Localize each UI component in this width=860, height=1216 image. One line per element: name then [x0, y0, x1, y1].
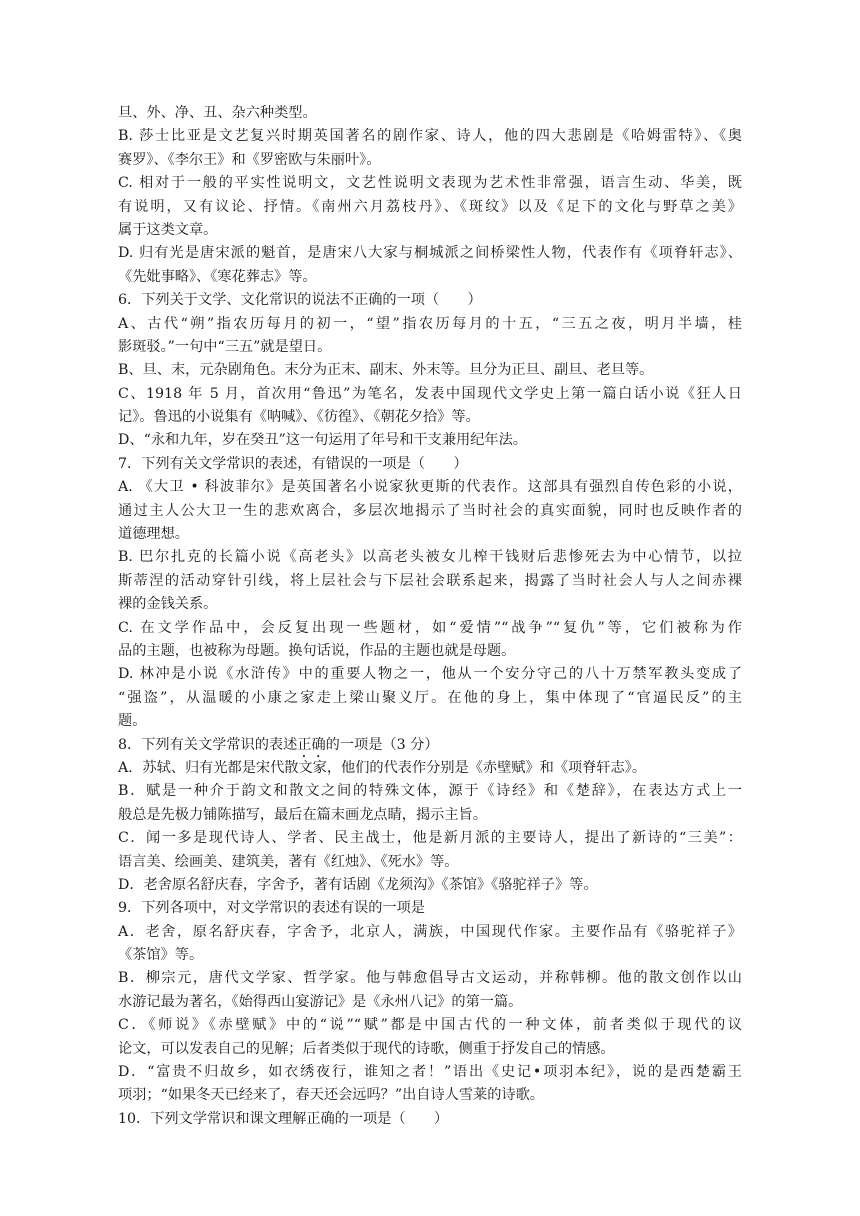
text-line: B、旦、末，元杂剧角色。末分为正末、副末、外末等。旦分为正旦、副旦、老旦等。	[118, 362, 654, 379]
text-line: 品的主题，也被称为母题。换句话说，作品的主题也就是母题。	[118, 642, 516, 659]
text-line: 9．下列各项中，对文学常识的表述有误的一项是	[118, 900, 425, 917]
text-line: D. 归有光是唐宋派的魁首，是唐宋八大家与桐城派之间桥梁性人物，代表作有《项脊轩志》、	[118, 245, 742, 262]
text-line: B. 莎士比亚是文艺复兴时期英国著名的剧作家、诗人，他的四大悲剧是《哈姆雷特》、《奥	[118, 128, 742, 145]
text-line: “强盗”，从温暖的小康之家走上梁山聚义厅。在他的身上，集中体现了“官逼民反”的主	[118, 689, 742, 706]
text-line: C、1918 年 5 月，首次用“鲁迅”为笔名，发表中国现代文学史上第一篇白话小说《狂人日	[118, 385, 742, 402]
text-line: 记》。鲁迅的小说集有《呐喊》、《彷徨》、《朝花夕拾》等。	[118, 409, 480, 426]
text-line: D、“永和九年，岁在癸丑”这一句运用了年号和干支兼用纪年法。	[118, 432, 527, 449]
text-line: 道德理想。	[118, 526, 189, 543]
text-line: 论文，可以发表自己的见解；后者类似于现代的诗歌，侧重于抒发自己的情感。	[118, 1040, 615, 1057]
text-line: C. 在文学作品中，会反复出现一些题材，如“爱情”“战争”“复仇”等，它们被称为作	[118, 619, 742, 636]
text-line: 《先妣事略》、《寒花葬志》等。	[118, 268, 317, 285]
text-line: 10．下列文学常识和课文理解正确的一项是（ ）	[118, 1110, 449, 1127]
text-line: 7．下列有关文学常识的表述，有错误的一项是（ ）	[118, 455, 468, 472]
text-line: B．赋是一种介于韵文和散文之间的特殊文体，源于《诗经》和《楚辞》，在表达方式上一	[118, 783, 742, 800]
text-line: 旦、外、净、丑、杂六种类型。	[118, 105, 317, 121]
text-line: 通过主人公大卫一生的悲欢离合，多层次地揭示了当时社会的真实面貌，同时也反映作者的	[118, 502, 742, 519]
text-line: 有说明，又有议论、抒情。《南州六月荔枝丹》、《斑纹》以及《足下的文化与野草之美》	[118, 198, 742, 215]
text-line: D．老舍原名舒庆春，字舍予，著有话剧《龙须沟》《茶馆》《骆驼祥子》等。	[118, 876, 598, 893]
text-line: 水游记最为著名，《始得西山宴游记》是《永州八记》的第一篇。	[118, 993, 523, 1010]
text-line: A、古代“朔”指农历每月的初一，“望”指农历每月的十五，“三五之夜，明月半墙，桂	[118, 315, 742, 332]
text-line: 属于这类文章。	[118, 221, 218, 238]
text-line: B．柳宗元，唐代文学家、哲学家。他与韩愈倡导古文运动，并称韩柳。他的散文创作以山	[118, 970, 742, 987]
text-line: D．“富贵不归故乡，如衣绣夜行，谁知之者！”语出《史记•项羽本纪》，说的是西楚霸王	[118, 1064, 742, 1081]
text-line: 斯蒂涅的活动穿针引线，将上层社会与下层社会联系起来，揭露了当时社会人与人之间赤裸	[118, 572, 742, 589]
text-line: 语言美、绘画美、建筑美，著有《红烛》、《死水》等。	[118, 853, 459, 870]
text-line: D. 林冲是小说《水浒传》中的重要人物之一，他从一个安分守己的八十万禁军教头变成了	[118, 666, 742, 683]
text-line: 题。	[118, 713, 147, 730]
emphasis-mark: 正确	[297, 736, 326, 753]
text-line: 项羽；“如果冬天已经来了，春天还会远吗？”出自诗人雪莱的诗歌。	[118, 1087, 544, 1104]
text-line: C．闻一多是现代诗人、学者、民主战士，他是新月派的主要诗人，提出了新诗的“三美”：	[118, 830, 742, 847]
text-line: C. 相对于一般的平实性说明文，文艺性说明文表现为艺术性非常强，语言生动、华美，既	[118, 175, 742, 192]
text-line: 裸的金钱关系。	[118, 596, 218, 613]
text-line: 赛罗》、《李尔王》和《罗密欧与朱丽叶》。	[118, 151, 381, 168]
text-line: C．《师说》《赤壁赋》中的“说”“赋”都是中国古代的一种文体，前者类似于现代的议	[118, 1017, 742, 1034]
text-line: A. 《大卫 • 科波菲尔》是英国著名小说家狄更斯的代表作。这部具有强烈自传色彩的小说，	[118, 479, 742, 496]
text-line: A．苏轼、归有光都是宋代散文家，他们的代表作分别是《赤壁赋》和《项脊轩志》。	[118, 759, 647, 776]
text-line: 影斑驳。”一句中“三五”就是望日。	[118, 338, 332, 355]
text-line: A．老舍，原名舒庆春，字舍予，北京人，满族，中国现代作家。主要作品有《骆驼祥子》	[118, 923, 742, 940]
text-line: 8．下列有关文学常识的表述正确的一项是（3 分）	[118, 736, 439, 753]
text-line: 般总是先极力铺陈描写，最后在篇末画龙点睛，揭示主旨。	[118, 806, 487, 823]
text-line: B. 巴尔扎克的长篇小说《高老头》以高老头被女儿榨干钱财后悲惨死去为中心情节，以拉	[118, 549, 742, 566]
text-line: 6．下列关于文学、文化常识的说法不正确的一项（ ）	[118, 292, 482, 309]
text-line: 《茶馆》等。	[118, 947, 204, 964]
document-page	[118, 102, 742, 1131]
